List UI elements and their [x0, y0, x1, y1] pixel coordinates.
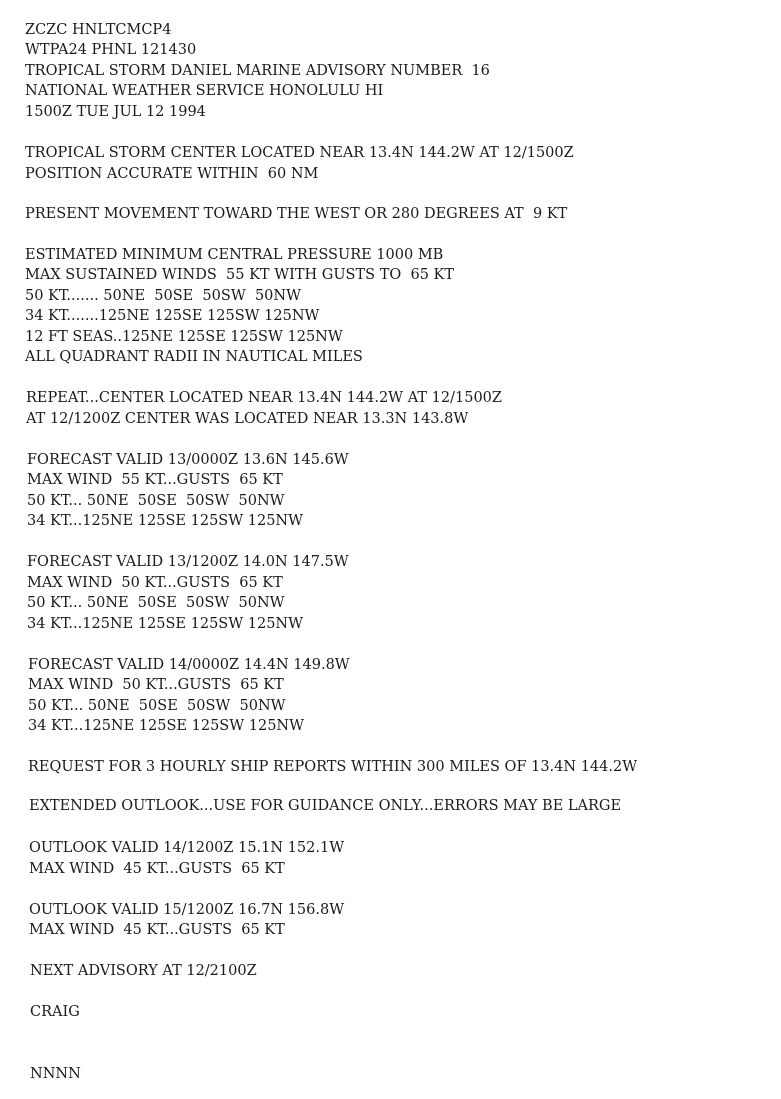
forecaster-name: CRAIG: [30, 1004, 80, 1020]
outlook-1-valid: OUTLOOK VALID 14/1200Z 15.1N 152.1W: [29, 840, 345, 856]
forecast-2-radii-34kt: 34 KT...125NE 125SE 125SW 125NW: [27, 616, 304, 632]
forecast-3-valid: FORECAST VALID 14/0000Z 14.4N 149.8W: [28, 657, 350, 673]
forecast-3-wind: MAX WIND 50 KT...GUSTS 65 KT: [28, 677, 284, 693]
issue-time: 1500Z TUE JUL 12 1994: [25, 104, 206, 120]
previous-center: AT 12/1200Z CENTER WAS LOCATED NEAR 13.3N 143.8W: [26, 411, 469, 427]
radii-12ft-seas: 12 FT SEAS..125NE 125SE 125SW 125NW: [25, 329, 343, 345]
outlook-2-valid: OUTLOOK VALID 15/1200Z 16.7N 156.8W: [29, 902, 345, 918]
issuing-office: NATIONAL WEATHER SERVICE HONOLULU HI: [25, 83, 384, 99]
present-movement: PRESENT MOVEMENT TOWARD THE WEST OR 280 DEGREES AT 9 KT: [25, 206, 568, 222]
min-pressure: ESTIMATED MINIMUM CENTRAL PRESSURE 1000 MB: [25, 247, 444, 263]
outlook-1-wind: MAX WIND 45 KT...GUSTS 65 KT: [29, 861, 285, 877]
ship-report-request: REQUEST FOR 3 HOURLY SHIP REPORTS WITHIN 300 MILES OF 13.4N 144.2W: [28, 759, 638, 775]
radii-34kt: 34 KT.......125NE 125SE 125SW 125NW: [25, 308, 320, 324]
forecast-3-radii-50kt: 50 KT... 50NE 50SE 50SW 50NW: [28, 698, 286, 714]
header-line-1: ZCZC HNLTCMCP4: [25, 22, 172, 38]
forecast-2-wind: MAX WIND 50 KT...GUSTS 65 KT: [27, 575, 283, 591]
forecast-2-valid: FORECAST VALID 13/1200Z 14.0N 147.5W: [27, 554, 349, 570]
forecast-1-radii-34kt: 34 KT...125NE 125SE 125SW 125NW: [27, 513, 304, 529]
extended-outlook-note: EXTENDED OUTLOOK...USE FOR GUIDANCE ONLY...ERRORS MAY BE LARGE: [29, 798, 622, 814]
header-line-2: WTPA24 PHNL 121430: [25, 42, 197, 58]
outlook-2-wind: MAX WIND 45 KT...GUSTS 65 KT: [29, 922, 285, 938]
radii-note: ALL QUADRANT RADII IN NAUTICAL MILES: [25, 349, 363, 365]
repeat-center: REPEAT...CENTER LOCATED NEAR 13.4N 144.2W AT 12/1500Z: [26, 390, 502, 406]
end-of-message: NNNN: [30, 1066, 81, 1082]
forecast-3-radii-34kt: 34 KT...125NE 125SE 125SW 125NW: [28, 718, 305, 734]
forecast-1-valid: FORECAST VALID 13/0000Z 13.6N 145.6W: [27, 452, 349, 468]
forecast-2-radii-50kt: 50 KT... 50NE 50SE 50SW 50NW: [27, 595, 285, 611]
center-location: TROPICAL STORM CENTER LOCATED NEAR 13.4N 144.2W AT 12/1500Z: [25, 145, 574, 161]
forecast-1-radii-50kt: 50 KT... 50NE 50SE 50SW 50NW: [27, 493, 285, 509]
next-advisory: NEXT ADVISORY AT 12/2100Z: [30, 963, 257, 979]
max-sustained-winds: MAX SUSTAINED WINDS 55 KT WITH GUSTS TO 65 KT: [25, 267, 455, 283]
advisory-title: TROPICAL STORM DANIEL MARINE ADVISORY NUMBER 16: [25, 63, 490, 79]
forecast-1-wind: MAX WIND 55 KT...GUSTS 65 KT: [27, 472, 283, 488]
position-accuracy: POSITION ACCURATE WITHIN 60 NM: [25, 166, 319, 182]
radii-50kt: 50 KT....... 50NE 50SE 50SW 50NW: [25, 288, 301, 304]
